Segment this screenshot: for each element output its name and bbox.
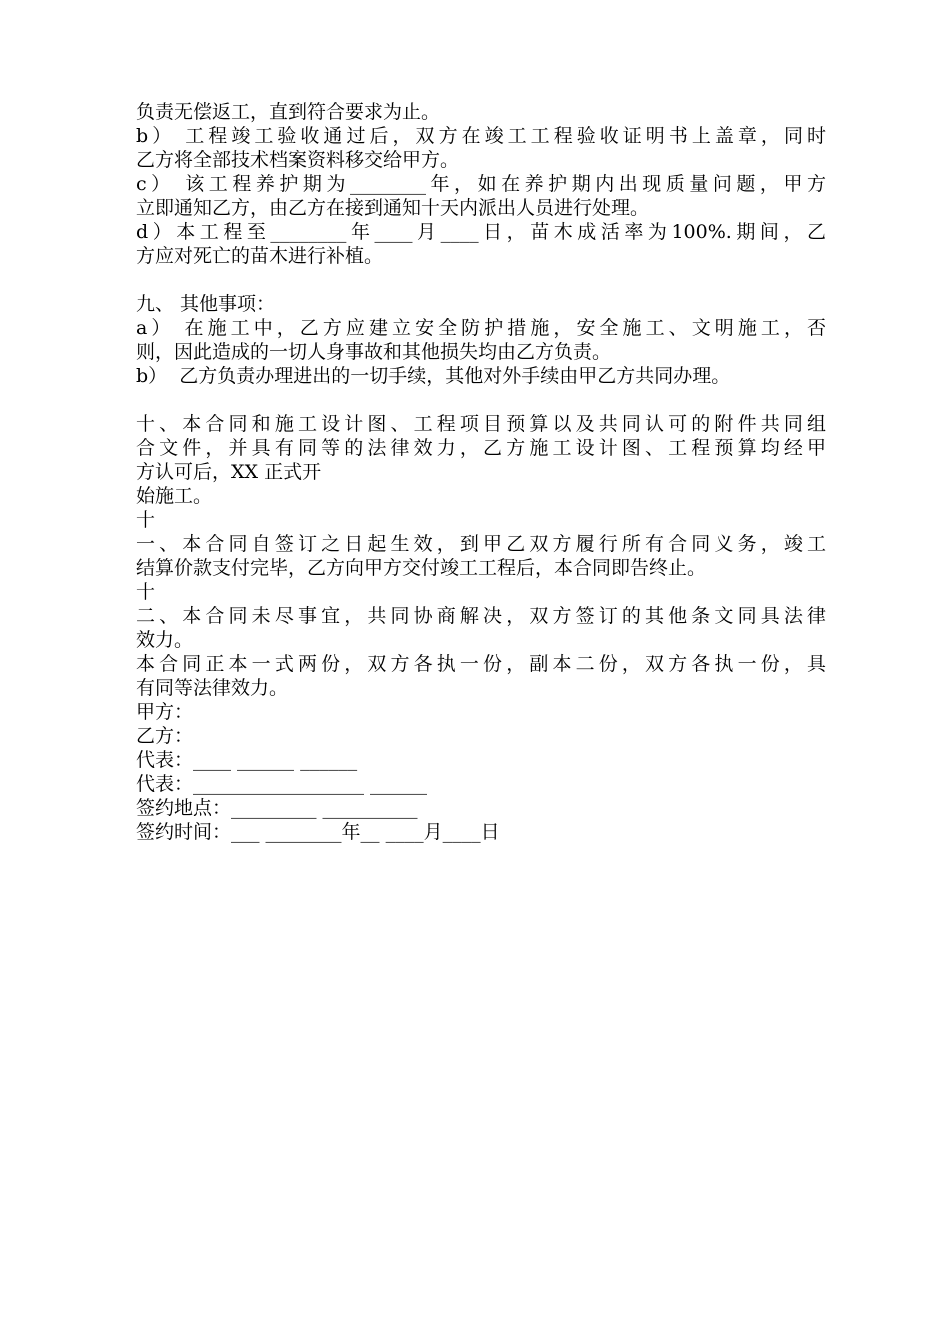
text-line: 结算价款支付完毕，乙方向甲方交付竣工工程后，本合同即告终止。 [136, 557, 707, 579]
text-line: 方认可后，XX 正式开 [136, 461, 322, 483]
party-a-label: 甲方： [136, 701, 194, 723]
text-line: 有同等法律效力。 [136, 677, 289, 699]
section-number: 十 [136, 581, 156, 603]
text-line: b） 乙方负责办理进出的一切手续，其他对外手续由甲乙方共同办理。 [136, 365, 731, 387]
text-line: 一、本合同自签订之日起生效，到甲乙双方履行所有合同义务，竣工 [136, 533, 826, 555]
paragraph-gap [136, 268, 826, 292]
text-line: 立即通知乙方，由乙方在接到通知十天内派出人员进行处理。 [136, 197, 650, 219]
section-number: 十 [136, 509, 156, 531]
text-line: 负责无偿返工，直到符合要求为止。 [136, 101, 441, 123]
text-line: 始施工。 [136, 485, 213, 507]
text-line: d）本工程至________年____月____日，苗木成活率为100%.期间，乙 [136, 221, 826, 243]
signing-place-line: 签约地点：_________ __________ [136, 797, 418, 819]
text-line: 十、本合同和施工设计图、工程项目预算以及共同认可的附件共同组 [136, 413, 826, 435]
text-line: 乙方将全部技术档案资料移交给甲方。 [136, 149, 460, 171]
text-line: 方应对死亡的苗木进行补植。 [136, 245, 384, 267]
text-line: 本合同正本一式两份，双方各执一份，副本二份，双方各执一份，具 [136, 653, 826, 675]
text-line: a） 在施工中，乙方应建立安全防护措施，安全施工、文明施工，否 [136, 317, 826, 339]
text-line: 二、本合同未尽事宜，共同协商解决，双方签订的其他条文同具法律 [136, 605, 826, 627]
text-line: b） 工程竣工验收通过后，双方在竣工工程验收证明书上盖章，同时 [136, 125, 826, 147]
representative-line: 代表：__________________ ______ [136, 773, 428, 795]
text-line: 效力。 [136, 629, 194, 651]
section-heading: 九、 其他事项： [136, 293, 276, 315]
paragraph-gap [136, 388, 826, 412]
text-line: c） 该工程养护期为________年，如在养护期内出现质量问题，甲方 [136, 173, 826, 195]
representative-line: 代表：____ ______ ______ [136, 749, 358, 771]
party-b-label: 乙方： [136, 725, 194, 747]
text-line: 合文件，并具有同等的法律效力，乙方施工设计图、工程预算均经甲 [136, 437, 826, 459]
text-line: 则，因此造成的一切人身事故和其他损失均由乙方负责。 [136, 341, 612, 363]
contract-page [136, 100, 826, 844]
signing-date-line: 签约时间：___ ________年__ ____月____日 [136, 821, 500, 843]
